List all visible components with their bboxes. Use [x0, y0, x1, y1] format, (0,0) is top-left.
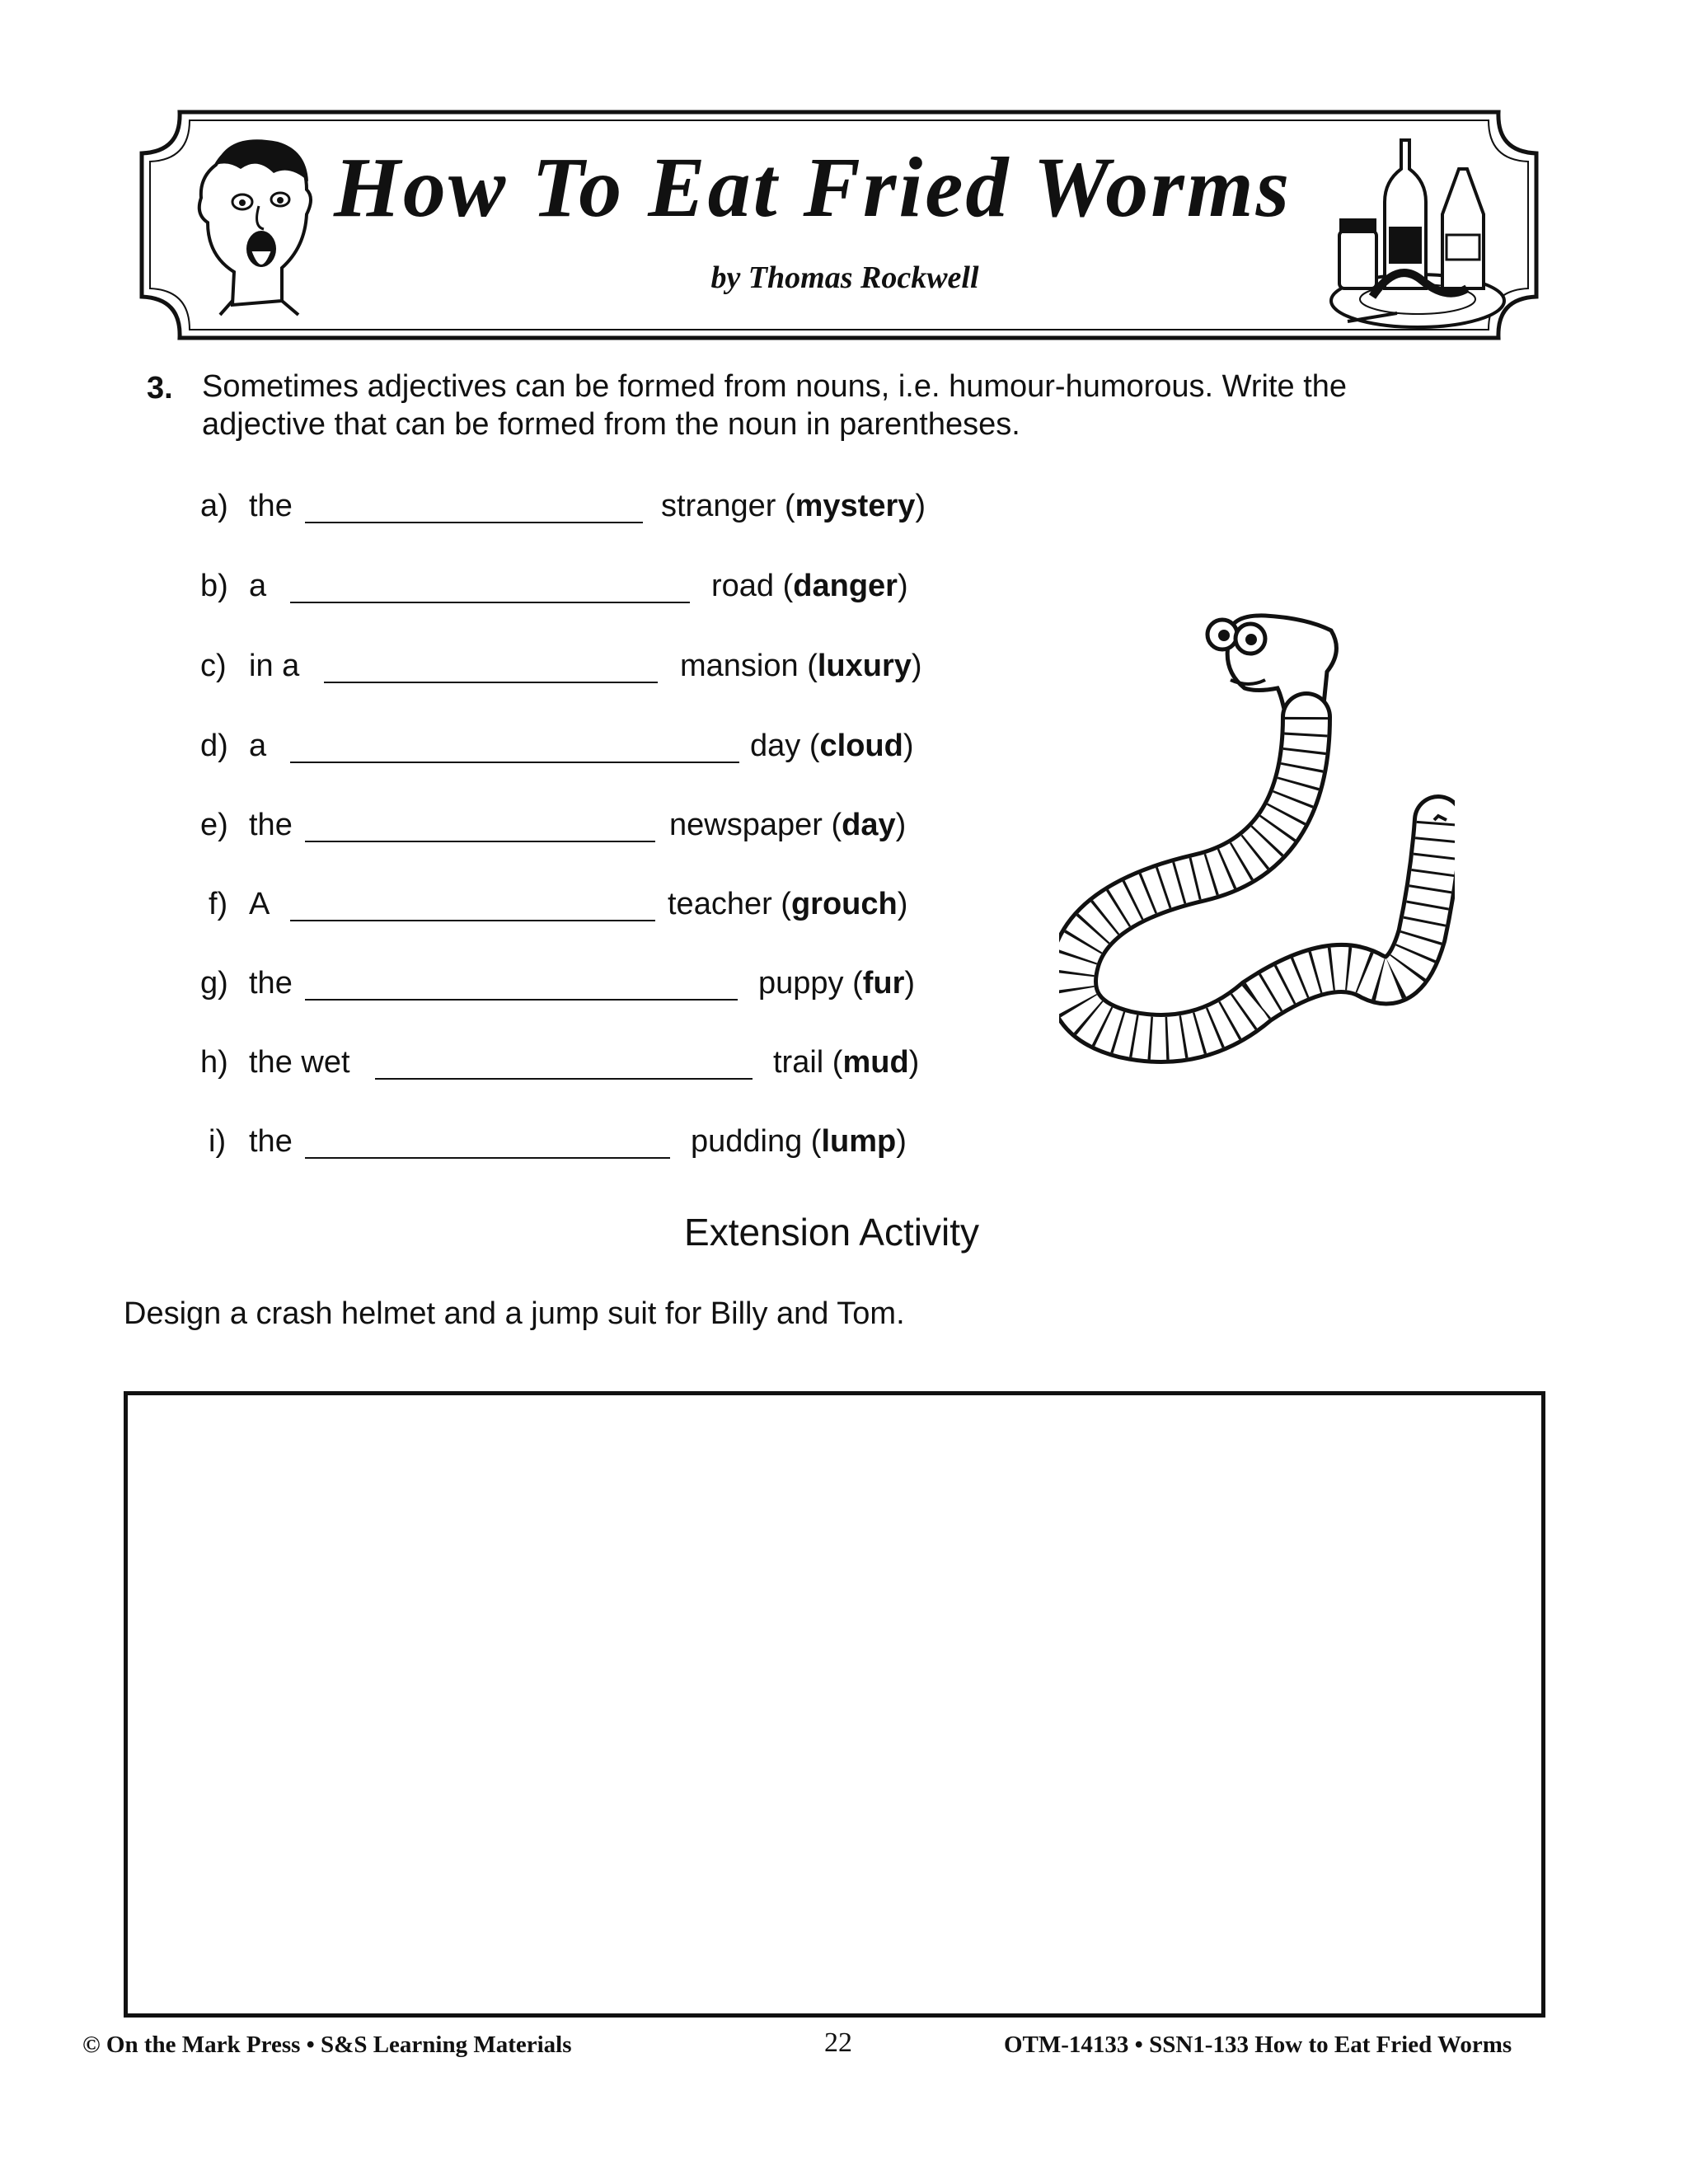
item-noun-phrase: mansion — [680, 649, 799, 683]
list-item: f) A teacher (grouch) — [209, 887, 908, 921]
list-item: a) the stranger (mystery) — [200, 489, 926, 523]
author-byline: by Thomas Rockwell — [710, 260, 979, 295]
list-item: d) a day (cloud) — [200, 729, 914, 763]
list-item: b) a road (danger) — [200, 569, 908, 603]
item-lead: A — [249, 887, 270, 921]
answer-blank[interactable] — [305, 1157, 670, 1159]
worksheet-title: How To Eat Fried Worms — [334, 140, 1292, 235]
item-lead: the wet — [249, 1045, 350, 1080]
item-noun: danger — [793, 569, 898, 603]
item-noun-phrase: day — [750, 729, 801, 763]
answer-blank[interactable] — [305, 841, 655, 842]
item-noun: grouch — [790, 887, 898, 921]
extension-activity-instructions: Design a crash helmet and a jump suit for Billy and Tom. — [124, 1296, 905, 1331]
question-number: 3. — [147, 371, 173, 405]
item-letter: g) — [200, 966, 228, 1001]
list-item: g) the puppy (fur) — [200, 966, 916, 1001]
item-noun: luxury — [817, 649, 912, 683]
answer-blank[interactable] — [290, 602, 690, 603]
item-noun-phrase: puppy — [758, 966, 844, 1001]
answer-blank[interactable] — [305, 999, 738, 1001]
item-letter: d) — [200, 729, 228, 763]
list-item: i) the pudding (lump) — [209, 1124, 907, 1159]
answer-blank[interactable] — [305, 522, 643, 523]
item-letter: a) — [200, 489, 228, 523]
list-item: c) in a mansion (luxury) — [200, 649, 922, 683]
item-noun: cloud — [819, 729, 903, 763]
item-letter: h) — [200, 1045, 228, 1080]
answer-blank[interactable] — [375, 1078, 753, 1080]
item-noun: day — [842, 808, 896, 842]
item-noun-phrase: newspaper — [669, 808, 823, 842]
item-letter: c) — [200, 649, 227, 683]
item-lead: the — [249, 966, 293, 1001]
item-letter: e) — [200, 808, 228, 842]
answer-blank[interactable] — [290, 762, 739, 763]
item-letter: f) — [209, 887, 228, 921]
answer-blank[interactable] — [324, 682, 658, 683]
item-noun: fur — [862, 966, 905, 1001]
item-noun-phrase: teacher — [668, 887, 772, 921]
item-lead: a — [249, 569, 267, 603]
item-noun: lump — [821, 1124, 897, 1159]
item-lead: the — [249, 808, 293, 842]
item-letter: i) — [209, 1124, 227, 1159]
item-noun-phrase: trail — [773, 1045, 824, 1080]
drawing-area[interactable] — [124, 1391, 1545, 2018]
item-lead: in a — [249, 649, 300, 683]
footer-publisher: © On the Mark Press • S&S Learning Materials — [82, 2032, 572, 2058]
page-number: 22 — [824, 2027, 852, 2058]
item-letter: b) — [200, 569, 228, 603]
item-noun: mystery — [795, 489, 916, 523]
extension-activity-heading: Extension Activity — [684, 1211, 979, 1254]
footer-product-code: OTM-14133 • SSN1-133 How to Eat Fried Worms — [1004, 2032, 1512, 2058]
item-lead: the — [249, 1124, 293, 1159]
item-noun-phrase: road — [711, 569, 775, 603]
item-noun-phrase: stranger — [661, 489, 776, 523]
answer-blank[interactable] — [290, 920, 655, 921]
question-instructions: Sometimes adjectives can be formed from nouns, i.e. humour-humorous. Write the adjective that can be formed from the noun in parentheses. — [202, 369, 1348, 442]
item-lead: a — [249, 729, 267, 763]
disgusted-face-illustration — [183, 132, 323, 317]
item-lead: the — [249, 489, 293, 523]
item-noun-phrase: pudding — [691, 1124, 803, 1159]
worm-illustration — [1059, 606, 1455, 1084]
list-item: h) the wet trail (mud) — [200, 1045, 920, 1080]
list-item: e) the newspaper (day) — [200, 808, 907, 842]
item-noun: mud — [842, 1045, 909, 1080]
